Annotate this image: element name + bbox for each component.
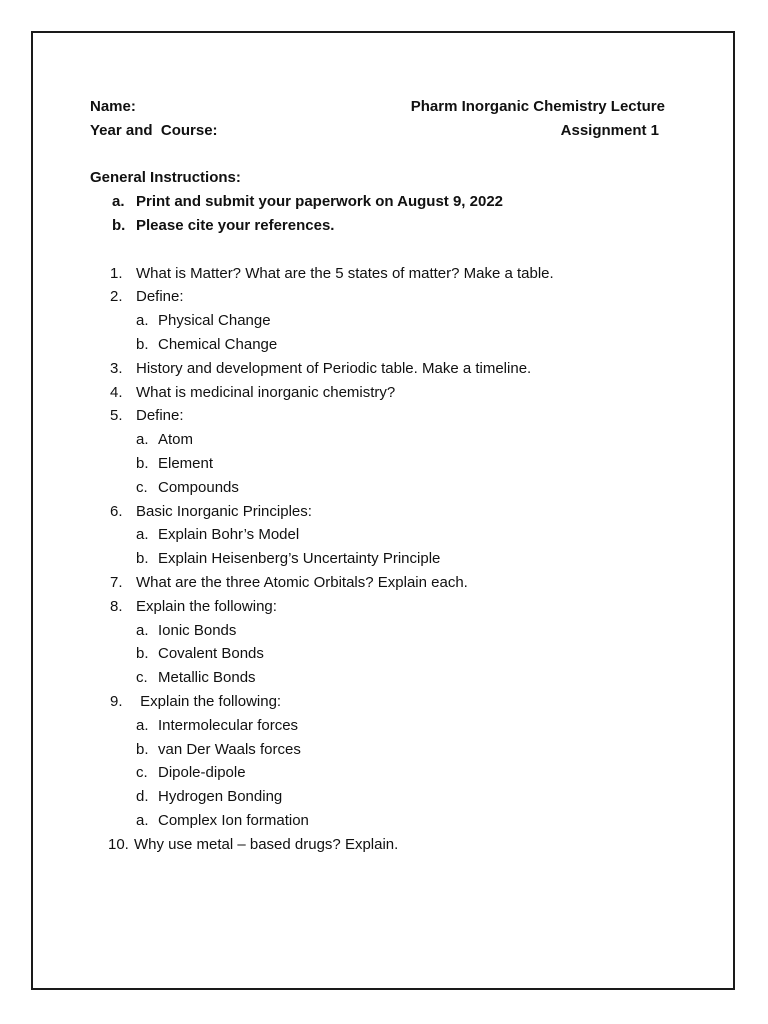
sub-question-marker: d. xyxy=(136,788,149,806)
question-number: 3. xyxy=(110,359,123,377)
sub-question-marker: c. xyxy=(136,669,148,687)
question-number: 5. xyxy=(110,407,123,425)
instruction-text: Print and submit your paperwork on August 9, 2022 xyxy=(136,193,504,211)
sub-question-item xyxy=(90,333,675,357)
question-number: 1. xyxy=(110,264,123,282)
sub-question-item xyxy=(90,476,675,500)
sub-question-text: Dipole-dipole xyxy=(158,764,246,782)
question-text: Why use metal – based drugs? Explain. xyxy=(134,835,399,853)
sub-question-item xyxy=(90,809,675,833)
header-row-1 xyxy=(90,95,675,119)
sub-question-text: Chemical Change xyxy=(158,335,278,353)
sub-question-marker: a. xyxy=(136,716,149,734)
sub-question-marker: b. xyxy=(136,550,149,568)
name-label: Name: xyxy=(90,98,136,115)
question-item xyxy=(90,404,675,428)
question-text: Define: xyxy=(136,407,184,425)
sub-question-text: Explain Heisenberg’s Uncertainty Principle xyxy=(158,550,441,568)
question-number: 6. xyxy=(110,502,123,520)
spacer xyxy=(90,143,675,167)
instruction-item xyxy=(90,214,675,238)
sub-question-item xyxy=(90,785,675,809)
question-text: What is Matter? What are the 5 states of matter? Make a table. xyxy=(136,264,554,282)
question-number: 8. xyxy=(110,597,123,615)
assignment-document xyxy=(90,95,675,857)
sub-question-item xyxy=(90,738,675,762)
question-text: What are the three Atomic Orbitals? Explain each. xyxy=(136,573,468,591)
sub-question-text: Physical Change xyxy=(158,312,271,330)
question-text: What is medicinal inorganic chemistry? xyxy=(136,383,396,401)
question-text: Explain the following: xyxy=(136,597,277,615)
header-row-2 xyxy=(90,119,675,143)
sub-question-text: Explain Bohr’s Model xyxy=(158,526,300,544)
sub-question-marker: a. xyxy=(136,811,149,829)
question-item xyxy=(90,500,675,524)
question-text: Define: xyxy=(136,288,184,306)
sub-question-text: Atom xyxy=(158,431,194,449)
question-item xyxy=(90,381,675,405)
sub-question-item xyxy=(90,547,675,571)
sub-question-marker: c. xyxy=(136,764,148,782)
sub-question-item xyxy=(90,666,675,690)
sub-question-marker: b. xyxy=(136,740,149,758)
sub-question-text: Intermolecular forces xyxy=(158,716,299,734)
sub-question-marker: a. xyxy=(136,312,149,330)
year-course-label: Year and Course: xyxy=(90,121,218,139)
question-item xyxy=(90,262,675,286)
spacer xyxy=(90,238,675,262)
question-item xyxy=(90,595,675,619)
question-number: 9. xyxy=(110,692,123,710)
question-item xyxy=(90,285,675,309)
sub-question-marker: a. xyxy=(136,431,149,449)
question-number: 4. xyxy=(110,383,123,401)
instructions-list xyxy=(90,190,675,238)
sub-question-marker: a. xyxy=(136,621,149,639)
sub-question-text: Metallic Bonds xyxy=(158,669,256,687)
instruction-marker: b. xyxy=(112,216,126,234)
question-number: 2. xyxy=(110,288,123,306)
sub-question-marker: b. xyxy=(136,645,149,663)
instructions-heading: General Instructions: xyxy=(90,169,241,187)
question-text: History and development of Periodic table. Make a timeline. xyxy=(136,359,532,377)
sub-question-item xyxy=(90,761,675,785)
sub-question-item xyxy=(90,714,675,738)
instruction-text: Please cite your references. xyxy=(136,216,335,234)
question-item xyxy=(90,690,675,714)
sub-question-text: Complex Ion formation xyxy=(158,811,309,829)
sub-question-text: Element xyxy=(158,454,214,472)
sub-question-item xyxy=(90,523,675,547)
sub-question-text: Ionic Bonds xyxy=(158,621,237,639)
sub-question-marker: a. xyxy=(136,526,149,544)
instruction-marker: a. xyxy=(112,193,125,211)
sub-question-item xyxy=(90,452,675,476)
question-text: Explain the following: xyxy=(136,692,282,710)
question-item xyxy=(90,571,675,595)
question-number: 7. xyxy=(110,573,123,591)
sub-question-text: van Der Waals forces xyxy=(158,740,301,758)
question-item xyxy=(90,833,675,857)
instruction-item xyxy=(90,190,675,214)
sub-question-item xyxy=(90,428,675,452)
sub-question-item xyxy=(90,619,675,643)
question-item xyxy=(90,357,675,381)
sub-question-item xyxy=(90,309,675,333)
sub-question-text: Hydrogen Bonding xyxy=(158,788,283,806)
sub-question-item xyxy=(90,642,675,666)
sub-question-marker: b. xyxy=(136,335,149,353)
question-number: 10. xyxy=(108,835,129,853)
assignment-number: Assignment 1 xyxy=(560,121,659,139)
sub-question-marker: b. xyxy=(136,454,149,472)
sub-question-marker: c. xyxy=(136,478,148,496)
sub-question-text: Covalent Bonds xyxy=(158,645,264,663)
sub-question-text: Compounds xyxy=(158,478,239,496)
course-title: Pharm Inorganic Chemistry Lecture xyxy=(410,98,665,115)
question-text: Basic Inorganic Principles: xyxy=(136,502,312,520)
questions-list xyxy=(90,262,675,857)
